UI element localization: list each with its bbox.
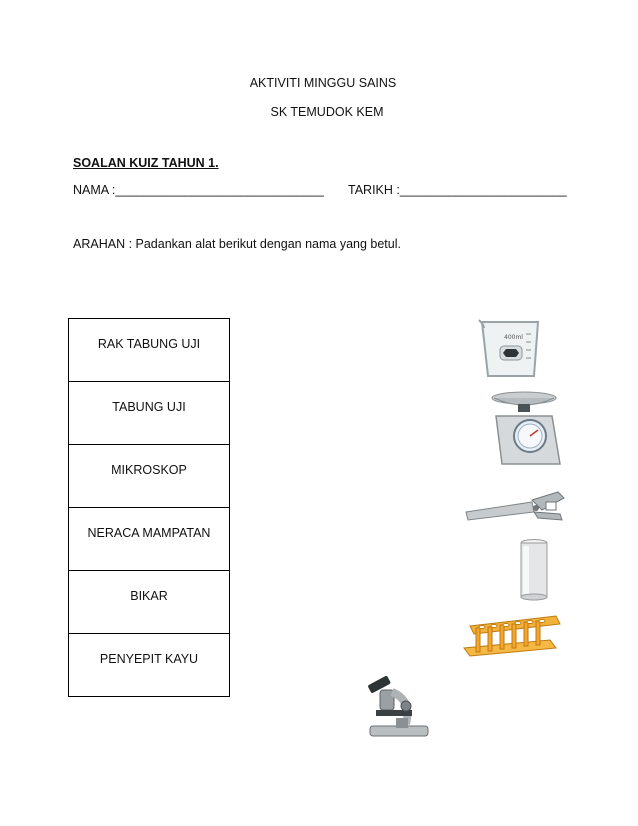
test-tube-icon[interactable] — [516, 538, 552, 602]
test-tube-rack-icon[interactable] — [460, 612, 564, 658]
answer-table — [68, 318, 230, 697]
weighing-scale-icon[interactable] — [486, 386, 568, 468]
instruction-text: ARAHAN : Padankan alat berikut dengan nama yang betul. — [73, 237, 401, 251]
microscope-icon[interactable] — [356, 676, 436, 742]
item-tabung-uji[interactable]: TABUNG UJI — [69, 382, 230, 445]
item-neraca-mampatan[interactable]: NERACA MAMPATAN — [69, 508, 230, 571]
beaker-label: 400ml — [504, 334, 523, 341]
beaker-icon[interactable] — [476, 316, 546, 380]
item-mikroskop[interactable]: MIKROSKOP — [69, 445, 230, 508]
wooden-tongs-icon[interactable] — [462, 488, 568, 528]
item-penyepit-kayu[interactable]: PENYEPIT KAYU — [69, 634, 230, 697]
date-field[interactable]: TARIKH :________________________ — [348, 183, 567, 197]
quiz-heading: SOALAN KUIZ TAHUN 1. — [73, 156, 219, 170]
item-rak-tabung-uji[interactable]: RAK TABUNG UJI — [69, 319, 230, 382]
item-bikar[interactable]: BIKAR — [69, 571, 230, 634]
school-name: SK TEMUDOK KEM — [270, 105, 384, 119]
worksheet-title: AKTIVITI MINGGU SAINS — [249, 76, 397, 90]
name-field[interactable]: NAMA :______________________________ — [73, 183, 324, 197]
